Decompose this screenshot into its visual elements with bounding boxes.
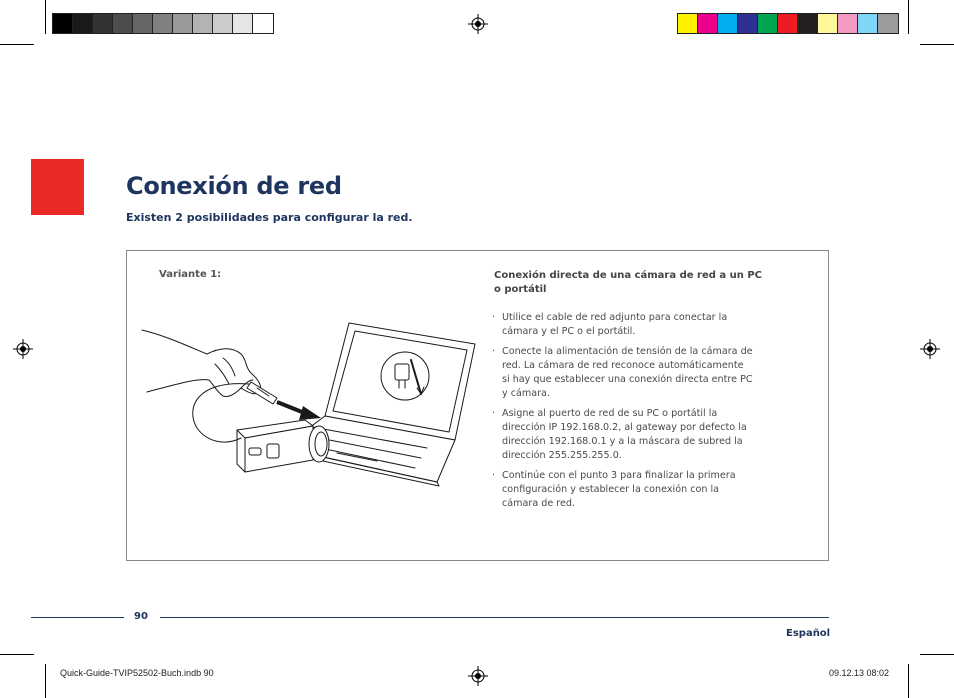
list-item	[492, 311, 782, 339]
color-swatch	[678, 14, 698, 33]
footer-rule	[31, 617, 124, 618]
list-item-line: si hay que establecer una conexión directa entre PC	[502, 374, 753, 385]
color-swatch	[878, 14, 898, 33]
network-plug-icon	[381, 352, 429, 400]
section-heading	[494, 269, 784, 297]
color-swatch	[818, 14, 838, 33]
color-swatch	[253, 14, 273, 33]
language-label: Español	[786, 628, 831, 639]
bullet-marker: ·	[492, 346, 496, 357]
color-swatch	[838, 14, 858, 33]
network-connection-illustration	[137, 318, 482, 500]
crop-mark	[0, 44, 34, 45]
list-item-line: Continúe con el punto 3 para finalizar la primera	[502, 470, 736, 481]
connection-arrow-icon	[277, 402, 321, 420]
crop-mark	[45, 664, 46, 698]
color-swatch	[93, 14, 113, 33]
footer-rule	[160, 617, 829, 618]
registration-mark-icon	[920, 339, 940, 359]
color-swatch	[153, 14, 173, 33]
color-swatch	[233, 14, 253, 33]
color-swatch	[213, 14, 233, 33]
page-title: Conexión de red	[126, 172, 342, 200]
registration-mark-icon	[13, 339, 33, 359]
color-swatch	[778, 14, 798, 33]
print-slug-date: 09.12.13 08:02	[829, 668, 890, 678]
list-item-line: dirección 255.255.255.0.	[502, 450, 622, 461]
color-swatch	[758, 14, 778, 33]
instruction-list	[492, 311, 782, 517]
hand-illustration	[142, 330, 261, 397]
list-item-line: dirección IP 192.168.0.2, al gateway por defecto la	[502, 422, 747, 433]
crop-mark	[920, 44, 954, 45]
color-swatch	[718, 14, 738, 33]
color-swatch	[858, 14, 878, 33]
list-item-line: configuración y establecer la conexión con la	[502, 484, 720, 495]
color-swatch	[73, 14, 93, 33]
variant-label: Variante 1:	[159, 269, 222, 280]
page-subtitle: Existen 2 posibilidades para configurar la red.	[126, 211, 413, 224]
section-heading-line: Conexión directa de una cámara de red a un PC	[494, 270, 762, 281]
registration-mark-icon	[468, 666, 488, 686]
list-item-line: dirección 192.168.0.1 y a la máscara de subred la	[502, 436, 743, 447]
color-swatch	[798, 14, 818, 33]
color-swatch	[698, 14, 718, 33]
network-camera-illustration	[237, 420, 329, 472]
grayscale-bar	[52, 13, 274, 34]
list-item	[492, 407, 782, 463]
list-item-line: red. La cámara de red reconoce automáticamente	[502, 360, 744, 371]
list-item-line: Conecte la alimentación de tensión de la cámara de	[502, 346, 753, 357]
crop-mark	[45, 0, 46, 34]
section-heading-line: o portátil	[494, 284, 547, 295]
bullet-marker: ·	[492, 312, 496, 323]
color-swatch	[133, 14, 153, 33]
color-swatch	[113, 14, 133, 33]
crop-mark	[908, 0, 909, 34]
crop-mark	[0, 654, 34, 655]
list-item-line: Utilice el cable de red adjunto para conectar la	[502, 312, 728, 323]
color-swatch	[173, 14, 193, 33]
color-swatch	[53, 14, 73, 33]
laptop-illustration	[281, 323, 475, 486]
list-item	[492, 469, 782, 511]
color-swatch	[738, 14, 758, 33]
section-color-tab	[31, 159, 84, 215]
crop-mark	[908, 664, 909, 698]
list-item-line: Asigne al puerto de red de su PC o portátil la	[502, 408, 718, 419]
list-item	[492, 345, 782, 401]
print-slug-filename: Quick-Guide-TVIP52502-Buch.indb 90	[60, 668, 214, 678]
crop-mark	[920, 654, 954, 655]
bullet-marker: ·	[492, 470, 496, 481]
color-swatch	[193, 14, 213, 33]
registration-mark-icon	[468, 14, 488, 34]
bullet-marker: ·	[492, 408, 496, 419]
page-number: 90	[134, 611, 148, 622]
color-control-bar	[677, 13, 899, 34]
list-item-line: cámara de red.	[502, 498, 576, 509]
list-item-line: y cámara.	[502, 388, 550, 399]
list-item-line: cámara y el PC o el portátil.	[502, 326, 636, 337]
